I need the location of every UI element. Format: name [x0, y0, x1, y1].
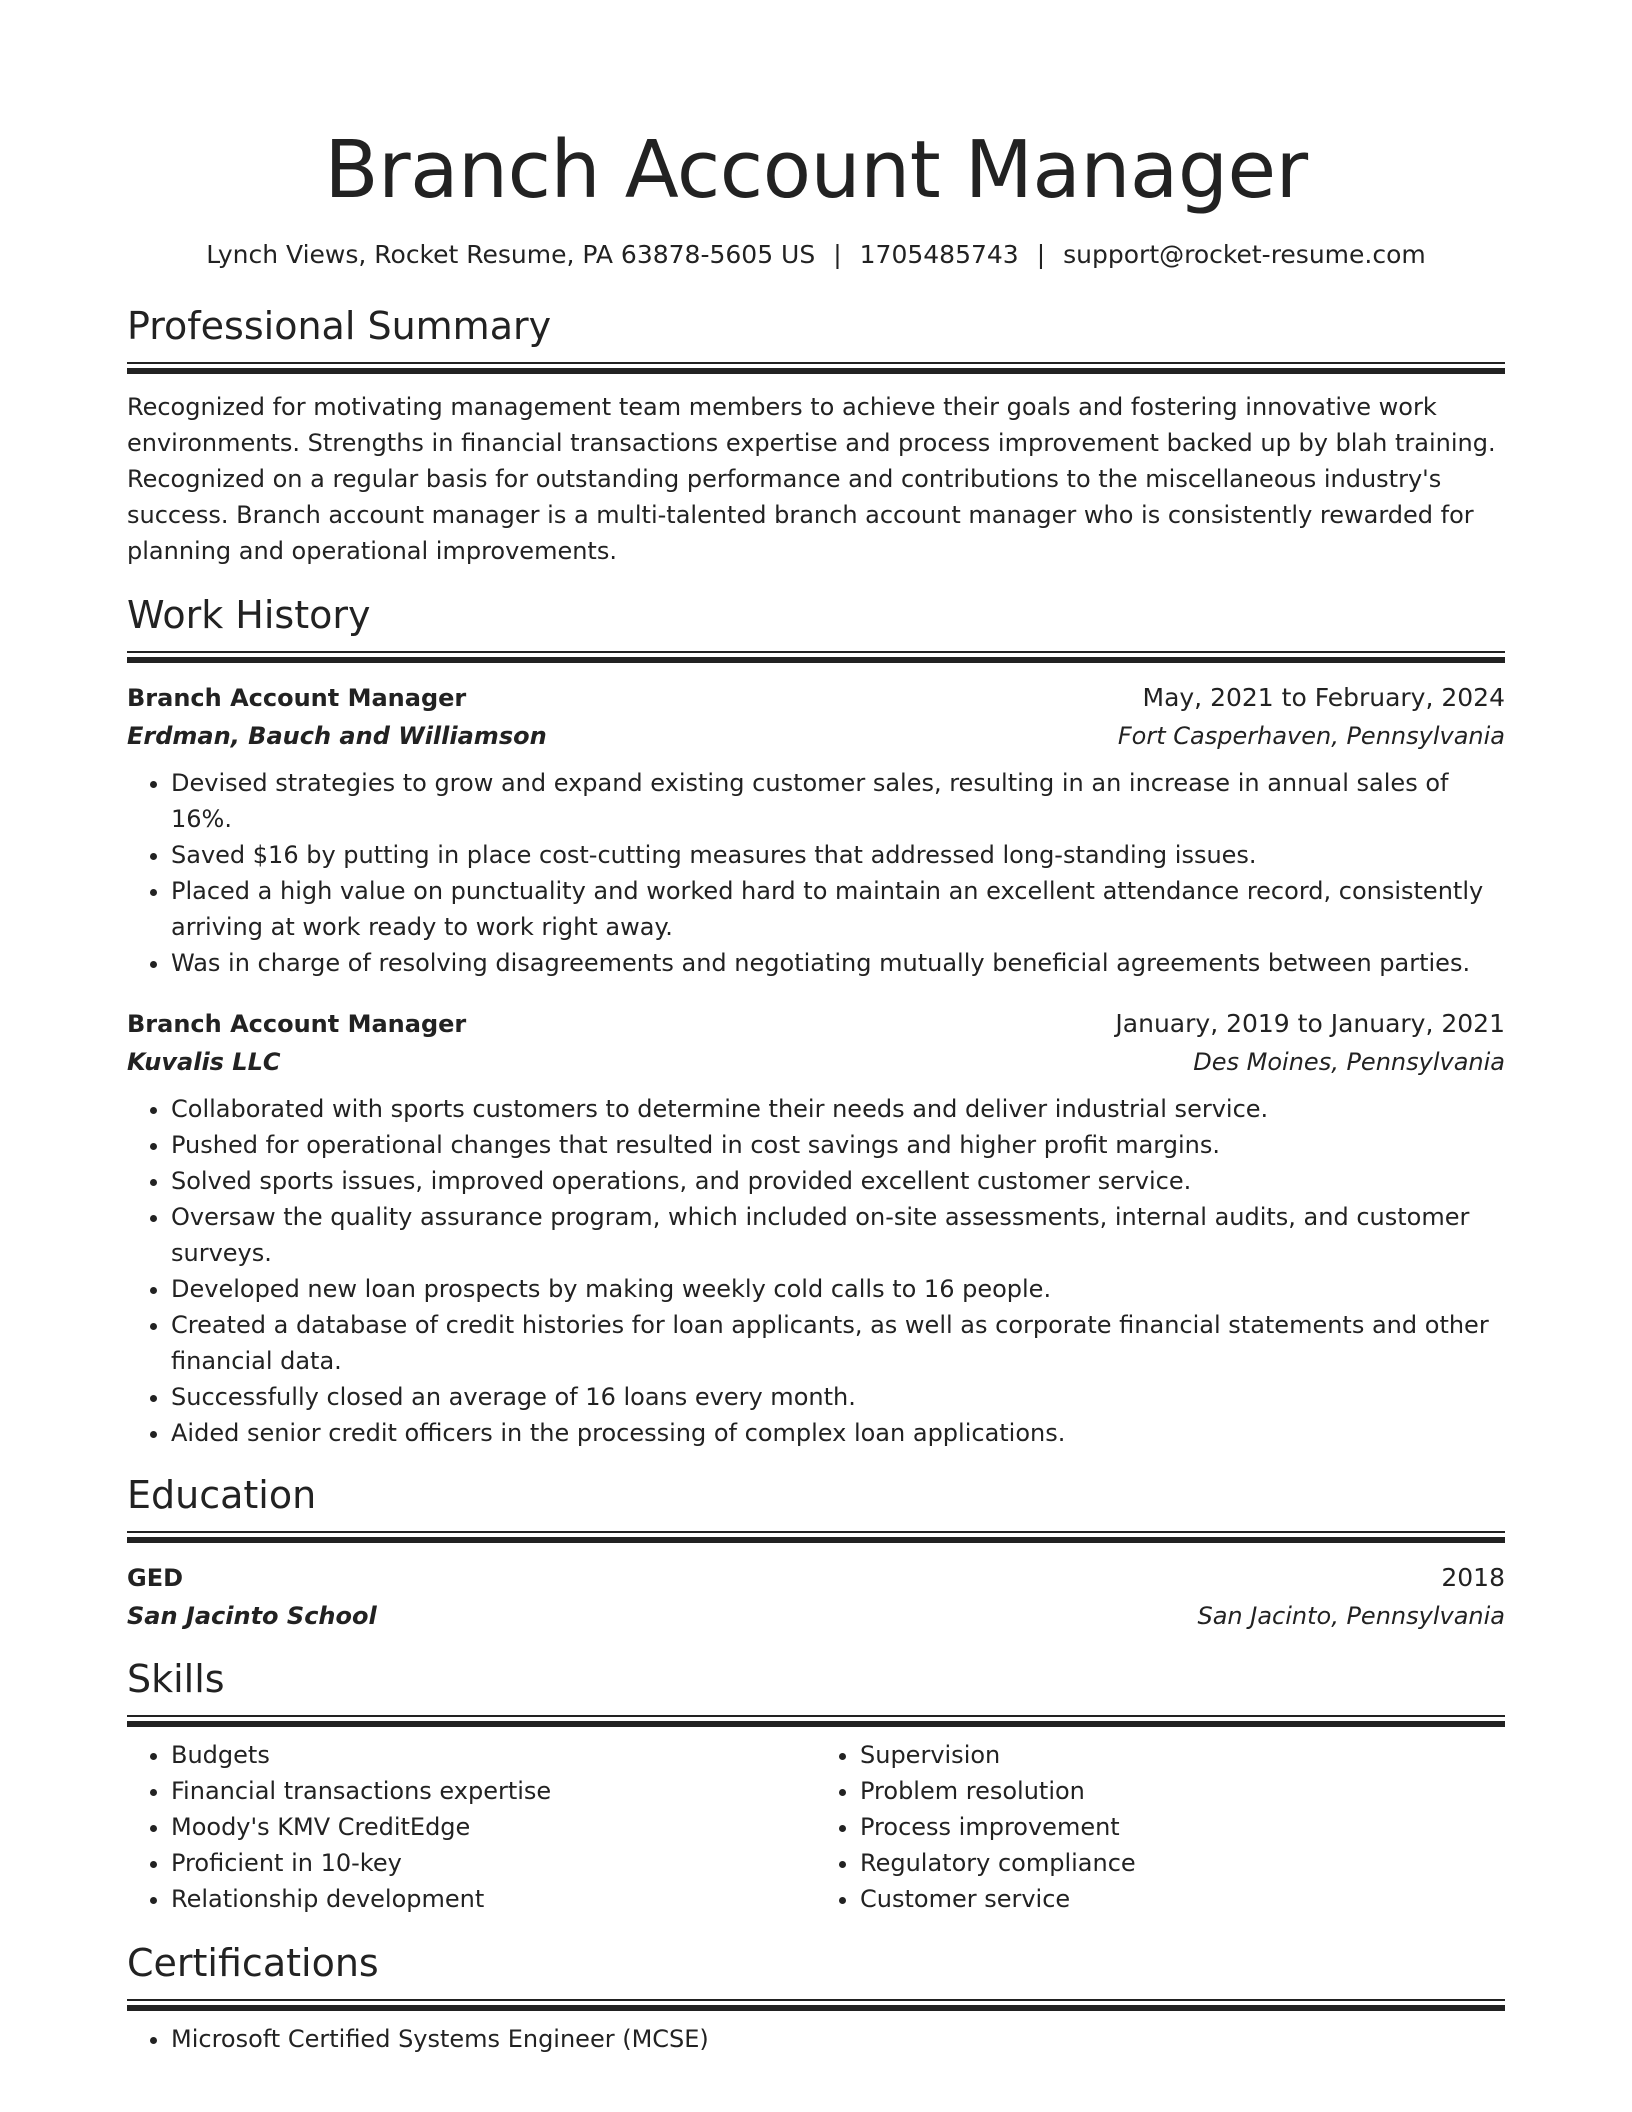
section-title-certifications: Certifications — [127, 1941, 379, 1985]
skills-column-right — [816, 1737, 1505, 1917]
job-company: Kuvalis LLC — [127, 1048, 281, 1076]
skill-item: • Process improvement — [860, 1809, 1505, 1845]
skill-item: • Supervision — [860, 1737, 1505, 1773]
section-divider — [127, 1999, 1505, 2011]
skills-section — [127, 1655, 1505, 1917]
section-divider — [127, 1715, 1505, 1727]
job-company-row — [127, 717, 1505, 755]
job-entry — [127, 1005, 1505, 1451]
section-title-education: Education — [127, 1473, 317, 1517]
list-item: • Placed a high value on punctuality and worked hard to maintain an excellent attendance record, consistently arriving at work ready to work right away. — [171, 873, 1505, 945]
section-title-work-history: Work History — [127, 593, 371, 637]
list-item: • Created a database of credit histories for loan applicants, as well as corporate financial statements and other financial data. — [171, 1307, 1505, 1379]
education-header-row — [127, 1559, 1505, 1597]
certifications-section — [127, 1939, 1505, 2057]
section-divider — [127, 362, 1505, 374]
job-position: Branch Account Manager — [127, 1010, 467, 1038]
job-bullets — [127, 1091, 1505, 1451]
contact-separator: | — [1036, 240, 1046, 269]
skill-item: • Regulatory compliance — [860, 1845, 1505, 1881]
section-divider — [127, 651, 1505, 663]
skill-item: • Relationship development — [171, 1881, 816, 1917]
list-item: • Was in charge of resolving disagreements and negotiating mutually beneficial agreements between parties. — [171, 945, 1505, 981]
job-location: Fort Casperhaven, Pennsylvania — [1117, 722, 1505, 750]
skill-item: • Proficient in 10-key — [171, 1845, 816, 1881]
certification-item: • Microsoft Certified Systems Engineer (MCSE) — [171, 2021, 1505, 2057]
education-school: San Jacinto School — [127, 1602, 377, 1630]
job-entry — [127, 679, 1505, 981]
job-location: Des Moines, Pennsylvania — [1193, 1048, 1505, 1076]
contact-separator: | — [833, 240, 842, 269]
contact-phone: 1705485743 — [859, 240, 1019, 269]
job-position: Branch Account Manager — [127, 684, 467, 712]
skill-item: • Financial transactions expertise — [171, 1773, 816, 1809]
list-item: • Collaborated with sports customers to determine their needs and deliver industrial service. — [171, 1091, 1505, 1127]
section-title-skills: Skills — [127, 1657, 225, 1701]
education-degree: GED — [127, 1564, 184, 1592]
section-divider — [127, 1531, 1505, 1543]
education-section — [127, 1471, 1505, 1635]
job-company: Erdman, Bauch and Williamson — [127, 722, 547, 750]
skills-column-left — [127, 1737, 816, 1917]
contact-address: Lynch Views, Rocket Resume, PA 63878-5605 US — [206, 240, 816, 269]
resume-title: Branch Account Manager — [324, 124, 1308, 216]
skills-grid — [127, 1737, 1505, 1917]
summary-section — [127, 302, 1505, 569]
skill-item: • Customer service — [860, 1881, 1505, 1917]
list-item: • Saved $16 by putting in place cost-cutting measures that addressed long-standing issues. — [171, 837, 1505, 873]
work-history-section — [127, 591, 1505, 1451]
list-item: • Successfully closed an average of 16 loans every month. — [171, 1379, 1505, 1415]
list-item: • Pushed for operational changes that resulted in cost savings and higher profit margins. — [171, 1127, 1505, 1163]
contact-line — [127, 238, 1505, 272]
summary-text: Recognized for motivating management team members to achieve their goals and fostering innovative work environments. Strengths in financial transactions expertise and process improvement backed up by blah training. Recognized on a regular basis for outstanding performance and contributions to the miscellaneous industry's success. Branch account manager is a multi-talented branch account manager who is consistently rewarded for planning and operational improvements. — [127, 393, 1496, 565]
education-year: 2018 — [1441, 1563, 1505, 1592]
list-item: • Devised strategies to grow and expand existing customer sales, resulting in an increase in annual sales of 16%. — [171, 765, 1505, 837]
certification-list — [127, 2021, 1505, 2057]
job-dates: January, 2019 to January, 2021 — [1115, 1009, 1505, 1038]
list-item: • Aided senior credit officers in the processing of complex loan applications. — [171, 1415, 1505, 1451]
list-item: • Solved sports issues, improved operations, and provided excellent customer service. — [171, 1163, 1505, 1199]
contact-email: support@rocket-resume.com — [1063, 240, 1426, 269]
section-title-summary: Professional Summary — [127, 304, 552, 348]
list-item: • Developed new loan prospects by making weekly cold calls to 16 people. — [171, 1271, 1505, 1307]
job-header-row — [127, 1005, 1505, 1043]
skill-item: • Budgets — [171, 1737, 816, 1773]
education-location: San Jacinto, Pennsylvania — [1197, 1602, 1505, 1630]
job-header-row — [127, 679, 1505, 717]
job-dates: May, 2021 to February, 2024 — [1142, 683, 1505, 712]
education-school-row — [127, 1597, 1505, 1635]
list-item: • Oversaw the quality assurance program, which included on-site assessments, internal audits, and customer surveys. — [171, 1199, 1505, 1271]
job-company-row — [127, 1043, 1505, 1081]
job-bullets — [127, 765, 1505, 981]
skill-item: • Moody's KMV CreditEdge — [171, 1809, 816, 1845]
skill-item: • Problem resolution — [860, 1773, 1505, 1809]
